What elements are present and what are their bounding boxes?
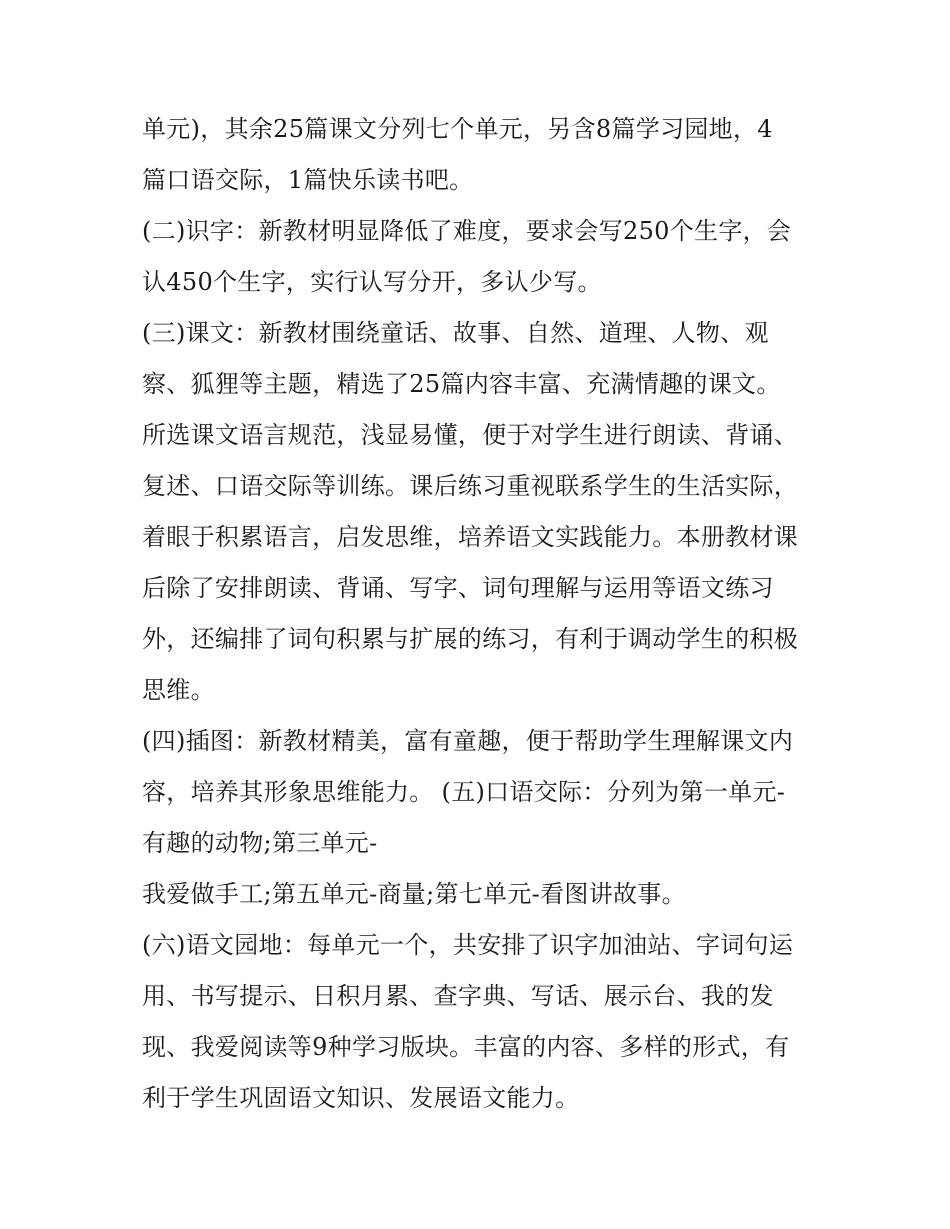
text-line: 所选课文语言规范，浅显易懂，便于对学生进行朗读、背诵、 [142,421,799,449]
text-line: 着眼于积累语言，启发思维，培养语文实践能力。本册教材课 [142,523,799,551]
text-line: 用、书写提示、日积月累、查字典、写话、展示台、我的发 [142,982,774,1010]
text-line: 察、狐狸等主题，精选了25篇内容丰富、充满情趣的课文。 [142,370,781,398]
text-line: 外，还编排了词句积累与扩展的练习，有利于调动学生的积极 [142,625,799,653]
text-line: 篇口语交际，1篇快乐读书吧。 [142,166,474,194]
text-line: 认450个生字，实行认写分开，多认少写。 [142,268,602,296]
text-line: 单元)，其余25篇课文分列七个单元，另含8篇学习园地，4 [142,115,773,143]
text-line: 容，培养其形象思维能力。 (五)口语交际：分列为第一单元- [142,778,786,806]
text-line: (三)课文：新教材围绕童话、故事、自然、道理、人物、观 [142,319,769,347]
document-body [142,104,822,1124]
text-line: 复述、口语交际等训练。课后练习重视联系学生的生活实际， [142,472,799,500]
text-line: (四)插图：新教材精美，富有童趣，便于帮助学生理解课文内 [142,727,794,755]
text-line: 利于学生巩固语文知识、发展语文能力。 [142,1084,580,1112]
text-line: (二)识字：新教材明显降低了难度，要求会写250个生字，会 [142,217,792,245]
text-line: 有趣的动物;第三单元- [142,829,378,857]
text-line: 后除了安排朗读、背诵、写字、词句理解与运用等语文练习 [142,574,774,602]
text-line: 我爱做手工;第五单元-商量;第七单元-看图讲故事。 [142,880,686,908]
text-line: (六)语文园地：每单元一个，共安排了识字加油站、字词句运 [142,931,794,959]
text-line: 现、我爱阅读等9种学习版块。丰富的内容、多样的形式，有 [142,1033,790,1061]
text-line: 思维。 [142,676,215,704]
